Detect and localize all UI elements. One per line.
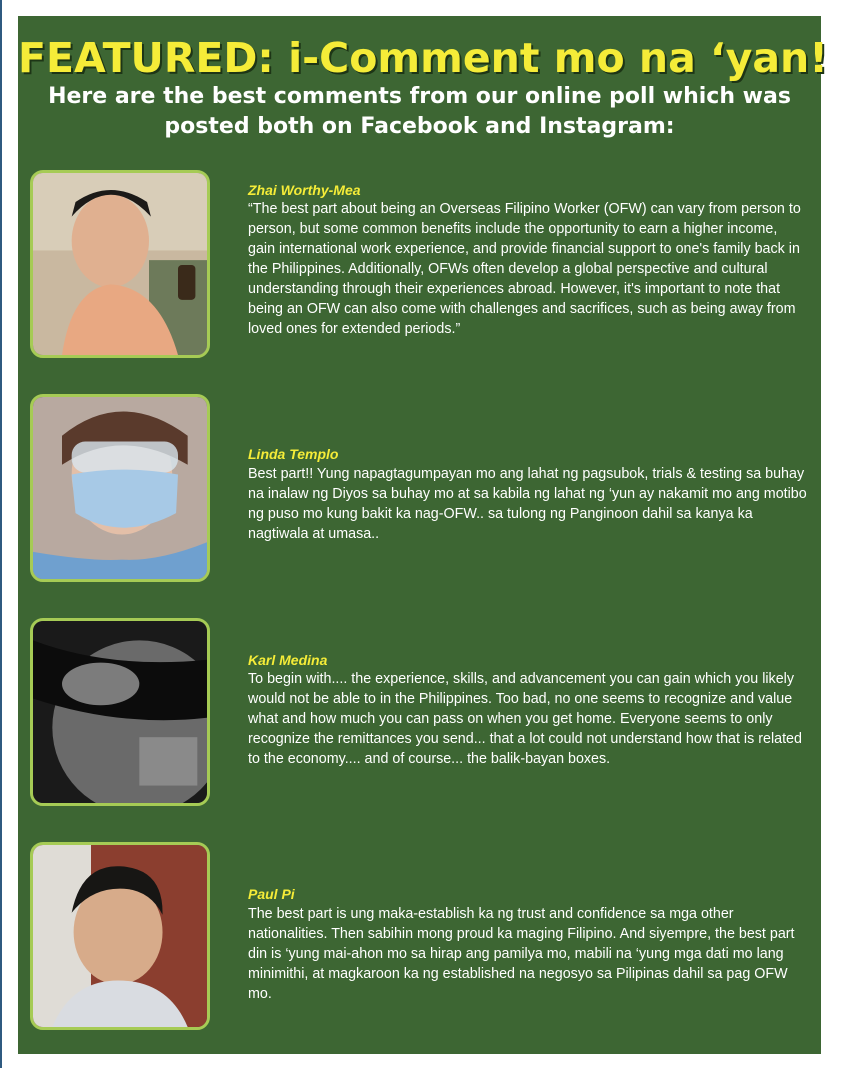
comment-text: The best part is ung maka-establish ka ng trust and confidence sa mga other nationalities. Then sabihin mong proud ka maging Filipino. And siyempre, the best part din is ‘yung mai-ahon mo sa hirap ang pamilya mo, mabili na ‘yung mga dati mo lang minimithi, at magkaroon ka ng established na negosyo sa Pilipinas dahil sa pag OFW mo. — [248, 906, 795, 1002]
featured-panel — [18, 16, 828, 1054]
commenter-name: Zhai Worthy-Mea — [248, 182, 361, 198]
commenter-photo — [30, 842, 210, 1030]
comment-text: “The best part about being an Overseas Filipino Worker (OFW) can vary from person to person, but some common benefits include the opportunity to earn a higher income, gain international work experience, and provide financial support to one's family back in the Philippines. Additionally, OFWs often develop a global perspective and cultural understanding through their experiences abroad. However, it's important to note that being an OFW can also come with challenges and sacrifices, such as being away from loved ones for extended periods.” — [248, 201, 801, 337]
commenter-photo — [30, 170, 210, 358]
commenter-photo — [30, 394, 210, 582]
commenter-photo — [30, 618, 210, 806]
commenter-name: Linda Templo — [248, 446, 339, 462]
commenter-name: Karl Medina — [248, 652, 328, 668]
comment-text: Best part!! Yung napagtagumpayan mo ang lahat ng pagsubok, trials & testing sa buhay na inalaw ng Diyos sa buhay mo at sa kabila ng lahat ng ‘yun ay nakamit mo ang motibo ng puso mo kung bakit ka nag-OFW.. sa tulong ng Panginoon dahil sa kanya ka nagtiwala at umasa.. — [248, 466, 807, 542]
page-edge-line — [0, 0, 2, 1068]
page-title: FEATURED: i-Comment mo na ‘yan! — [18, 34, 828, 82]
commenter-name: Paul Pi — [248, 886, 295, 902]
page-subtitle: Here are the best comments from our online poll which was posted both on Facebook and Instagram: — [48, 84, 791, 139]
comment-text: To begin with.... the experience, skills, and advancement you can gain which you likely would not be able to in the Philippines. Too bad, no one seems to recognize and value what and how much you can pass on when you get home. Everyone seems to only recognize the remittances you send... that a lot could not understand how that is related to the economy.... and of course... the balik-bayan boxes. — [248, 671, 802, 767]
